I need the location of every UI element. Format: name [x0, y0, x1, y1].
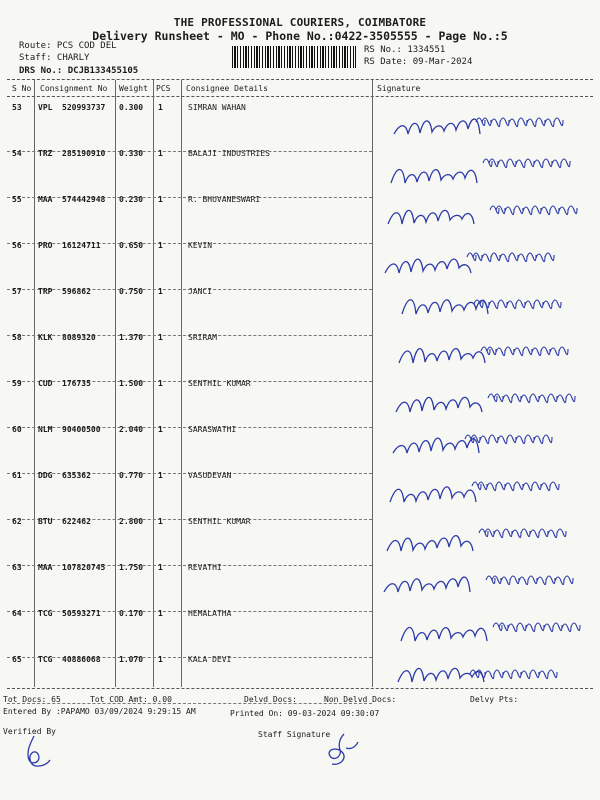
consignee-name: R. BHUVANESWARI: [188, 195, 261, 204]
handwritten-signature: [375, 473, 590, 519]
total-cod-amount: Tot COD Amt: 0.00: [90, 695, 172, 704]
handwritten-signature: [375, 565, 590, 611]
handwritten-signature: [375, 427, 590, 473]
consignment-number: 50593271: [62, 609, 101, 618]
table-row: [0, 425, 600, 471]
col-header-signature: Signature: [377, 84, 421, 93]
verifier-signature: [20, 730, 60, 770]
pcs-value: 1: [158, 103, 163, 112]
company-name: THE PROFESSIONAL COURIERS, COIMBATORE: [173, 16, 427, 29]
handwritten-signature: [375, 289, 590, 335]
sno: 56: [12, 241, 22, 250]
sno: 62: [12, 517, 22, 526]
col-header-consignment: Consignment No: [40, 84, 108, 93]
handwritten-signature: [375, 243, 590, 289]
handwritten-signature: [375, 105, 590, 151]
consignment-number: 176735: [62, 379, 91, 388]
pcs-value: 1: [158, 333, 163, 342]
table-row: [0, 563, 600, 609]
consignment-prefix: TCG: [38, 655, 53, 664]
col-header-consignee: Consignee Details: [186, 84, 268, 93]
consignment-prefix: MAA: [38, 563, 53, 572]
table-row: [0, 609, 600, 655]
sno: 59: [12, 379, 22, 388]
table-row: [0, 241, 600, 287]
non-delivered-docs: Non Delvd Docs:: [324, 695, 397, 704]
consignment-prefix: KLK: [38, 333, 53, 342]
consignment-number: 90400500: [62, 425, 101, 434]
handwritten-signature: [375, 519, 590, 565]
pcs-value: 1: [158, 241, 163, 250]
pcs-value: 1: [158, 609, 163, 618]
verified-by-label: Verified By: [3, 727, 56, 736]
consignment-number: 40886068: [62, 655, 101, 664]
consignee-name: SIMRAN WAHAN: [188, 103, 246, 112]
consignee-name: REVATHI: [188, 563, 222, 572]
weight-value: 1.070: [119, 655, 144, 664]
consignee-name: SENTHIL KUMAR: [188, 379, 251, 388]
printed-on: Printed On: 09-03-2024 09:30:07: [230, 709, 380, 718]
pcs-value: 1: [158, 655, 163, 664]
weight-value: 0.300: [119, 103, 144, 112]
sno: 64: [12, 609, 22, 618]
handwritten-signature: [375, 151, 590, 197]
pcs-value: 1: [158, 471, 163, 480]
staff-signature: [318, 728, 362, 768]
delivery-points: Delvy Pts:: [470, 695, 519, 704]
consignee-name: SENTHIL KUMAR: [188, 517, 251, 526]
consignment-prefix: BTU: [38, 517, 53, 526]
weight-value: 0.170: [119, 609, 144, 618]
table-row: [0, 517, 600, 563]
consignee-name: SARASWATHI: [188, 425, 237, 434]
consignee-name: HEMALATHA: [188, 609, 232, 618]
sno: 61: [12, 471, 22, 480]
table-row: [0, 379, 600, 425]
consignment-prefix: VPL: [38, 103, 53, 112]
col-header-sno: S No: [12, 84, 32, 93]
handwritten-signature: [375, 335, 590, 381]
consignment-prefix: PRO: [38, 241, 53, 250]
consignee-name: JANCI: [188, 287, 213, 296]
consignee-name: KEVIN: [188, 241, 213, 250]
weight-value: 1.750: [119, 563, 144, 572]
pcs-value: 1: [158, 425, 163, 434]
consignment-prefix: TRZ: [38, 149, 53, 158]
sno: 60: [12, 425, 22, 434]
table-row: [0, 103, 600, 149]
consignment-number: 622462: [62, 517, 91, 526]
handwritten-signature: [375, 611, 590, 657]
consignment-prefix: DDG: [38, 471, 53, 480]
consignee-name: BALAJI INDUSTRIES: [188, 149, 270, 158]
weight-value: 1.370: [119, 333, 144, 342]
weight-value: 0.750: [119, 287, 144, 296]
rs-date: RS Date: 09-Mar-2024: [364, 57, 473, 67]
handwritten-signature: [375, 381, 590, 427]
table-row: [0, 149, 600, 195]
entered-by: Entered By :PAPAMO 03/09/2024 9:29:15 AM: [3, 707, 196, 716]
route-label: Route: PCS COD DEL: [19, 41, 117, 51]
weight-value: 1.500: [119, 379, 144, 388]
rs-number: RS No.: 1334551: [364, 45, 446, 55]
weight-value: 2.800: [119, 517, 144, 526]
consignment-number: 16124711: [62, 241, 101, 250]
sheet-title: Delivery Runsheet - MO - Phone No.:0422-3505555 - Page No.:5: [92, 29, 508, 43]
consignment-prefix: TRP: [38, 287, 53, 296]
consignment-number: 596862: [62, 287, 91, 296]
total-docs: Tot Docs: 65: [3, 695, 61, 704]
header-rule-top: [7, 79, 593, 80]
sno: 58: [12, 333, 22, 342]
pcs-value: 1: [158, 149, 163, 158]
pcs-value: 1: [158, 379, 163, 388]
barcode: [232, 46, 356, 68]
delivered-docs: Delvd Docs:: [244, 695, 297, 704]
pcs-value: 1: [158, 517, 163, 526]
sno: 53: [12, 103, 22, 112]
table-row: [0, 333, 600, 379]
consignment-number: 8089320: [62, 333, 96, 342]
weight-value: 0.230: [119, 195, 144, 204]
weight-value: 2.040: [119, 425, 144, 434]
sno: 55: [12, 195, 22, 204]
consignment-prefix: TCG: [38, 609, 53, 618]
pcs-value: 1: [158, 287, 163, 296]
handwritten-signature: [375, 197, 590, 243]
sno: 57: [12, 287, 22, 296]
drs-number: DRS No.: DCJB133455105: [19, 66, 139, 76]
consignee-name: SRIRAM: [188, 333, 217, 342]
consignment-prefix: CUD: [38, 379, 53, 388]
col-header-pcs: PCS: [156, 84, 171, 93]
table-row: [0, 287, 600, 333]
table-row: [0, 195, 600, 241]
consignee-name: VASUDEVAN: [188, 471, 232, 480]
footer-rule: [7, 688, 593, 689]
staff-label: Staff: CHARLY: [19, 53, 90, 63]
table-row: [0, 471, 600, 517]
header-rule-bottom: [7, 96, 593, 97]
sno: 54: [12, 149, 22, 158]
sno: 65: [12, 655, 22, 664]
consignment-number: 520993737: [62, 103, 106, 112]
consignment-prefix: MAA: [38, 195, 53, 204]
pcs-value: 1: [158, 563, 163, 572]
weight-value: 0.650: [119, 241, 144, 250]
consignee-name: KALA DEVI: [188, 655, 232, 664]
consignment-number: 107820745: [62, 563, 106, 572]
col-header-weight: Weight: [119, 84, 148, 93]
weight-value: 0.330: [119, 149, 144, 158]
weight-value: 0.770: [119, 471, 144, 480]
consignment-number: 635362: [62, 471, 91, 480]
sno: 63: [12, 563, 22, 572]
consignment-number: 574442948: [62, 195, 106, 204]
staff-signature-label: Staff Signature: [258, 730, 331, 739]
row-separator: [7, 703, 372, 704]
pcs-value: 1: [158, 195, 163, 204]
consignment-prefix: NLM: [38, 425, 53, 434]
consignment-number: 285190910: [62, 149, 106, 158]
